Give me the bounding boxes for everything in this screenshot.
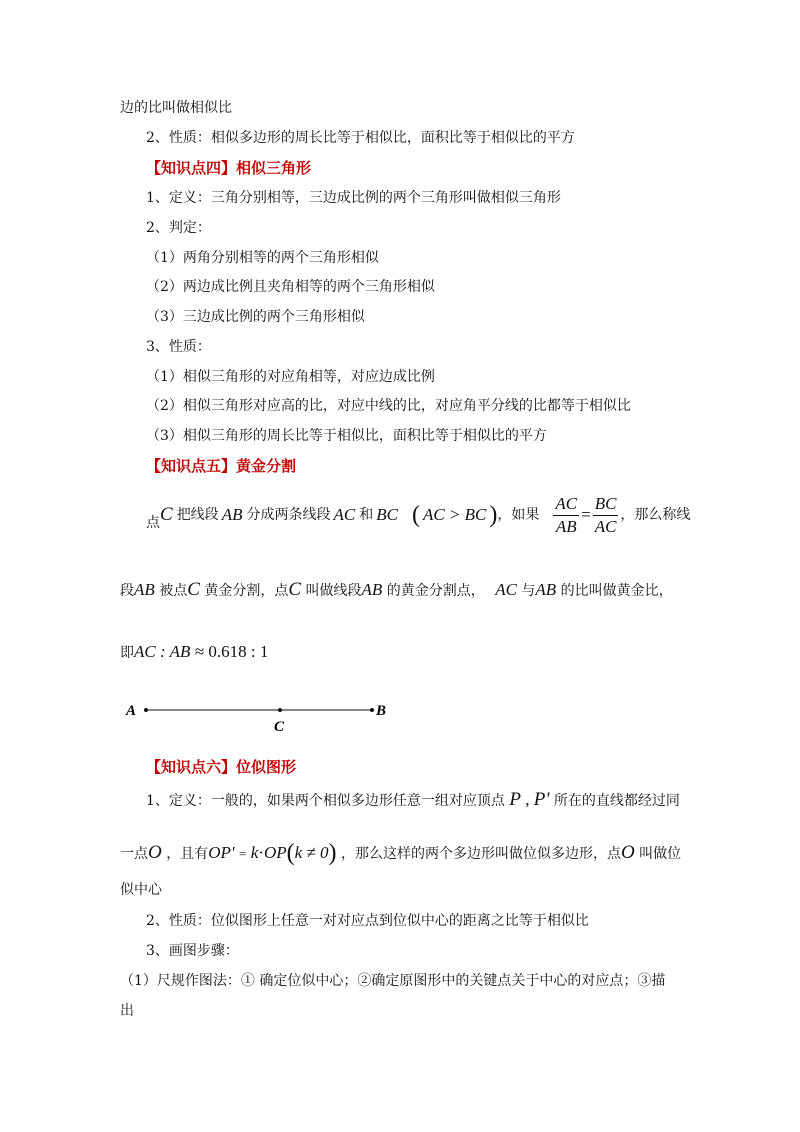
- label-a: A: [126, 703, 137, 719]
- math-AC: AC: [495, 580, 517, 599]
- homothety-condition-line: [120, 840, 682, 866]
- math-k: k: [250, 843, 259, 862]
- list-item: （1）两角分别相等的两个三角形相似: [146, 250, 379, 266]
- golden-ratio-line: [120, 642, 268, 663]
- text: 分成两条线段: [246, 507, 331, 523]
- paren-open: (: [286, 840, 295, 866]
- math-AC: AC: [333, 505, 356, 524]
- text: 段: [120, 583, 134, 599]
- equals-sign: =: [581, 505, 591, 524]
- text: ，且有: [166, 846, 209, 862]
- golden-definition-line: [146, 490, 690, 540]
- math-AB: AB: [535, 580, 557, 599]
- math-BC: BC: [376, 505, 398, 524]
- comma: ,: [520, 790, 534, 809]
- paragraph: 2、判定：: [146, 220, 211, 236]
- paragraph: 3、性质：: [146, 339, 211, 355]
- text: 1、定义：一般的，如果两个相似多边形任意一组对应顶点: [146, 793, 505, 809]
- denominator: AC: [594, 516, 617, 536]
- text: 即: [120, 645, 134, 661]
- fraction-ac-ab: [553, 493, 579, 538]
- text: 一点: [120, 846, 148, 862]
- label-c: C: [274, 719, 285, 735]
- text: 把线段: [176, 507, 219, 523]
- math-P: P: [509, 789, 521, 810]
- point-c: [278, 708, 282, 712]
- math-ratio: AC : AB: [134, 642, 191, 661]
- math-OP-prime: OP': [208, 843, 235, 862]
- list-item: （2）两边成比例且夹角相等的两个三角形相似: [146, 279, 435, 295]
- paragraph: 出: [120, 1003, 134, 1019]
- point-a: [144, 708, 148, 712]
- math-condition: AC > BC: [422, 505, 487, 524]
- math-C: C: [288, 579, 302, 600]
- math-P-prime: P': [533, 789, 550, 810]
- text: ，那么称线: [620, 507, 691, 523]
- section-heading: 【知识点六】位似图形: [146, 758, 297, 776]
- text: 叫做位: [639, 846, 682, 862]
- paren-close: ): [328, 840, 337, 866]
- list-item: （1）尺规作图法：① 确定位似中心；②确定原图形中的关键点关于中心的对应点；③描: [120, 973, 666, 989]
- math-OP: OP: [263, 843, 287, 862]
- label-b: B: [376, 703, 387, 719]
- golden-point-line: [120, 580, 673, 601]
- homothety-definition-line: [146, 790, 680, 811]
- math-condition: k ≠ 0: [294, 843, 329, 862]
- text: ，如果: [497, 507, 540, 523]
- math-C: C: [187, 579, 200, 600]
- paren-open: (: [411, 502, 420, 528]
- list-item: （1）相似三角形的对应角相等，对应边成比例: [146, 369, 435, 385]
- list-item: （3）三边成比例的两个三角形相似: [146, 309, 365, 325]
- section-heading: 【知识点四】相似三角形: [146, 159, 312, 177]
- math-ratio-value: ≈ 0.618 : 1: [194, 642, 269, 661]
- paren-close: ): [489, 502, 498, 528]
- numerator: AC: [553, 493, 579, 516]
- paragraph: 2、性质：相似多边形的周长比等于相似比，面积比等于相似比的平方: [146, 130, 575, 146]
- text: 黄金分割，点: [204, 583, 289, 599]
- text: ，那么这样的两个多边形叫做位似多边形，点: [340, 846, 621, 862]
- list-item: （3）相似三角形的周长比等于相似比，面积比等于相似比的平方: [146, 428, 547, 444]
- paragraph: 似中心: [120, 882, 162, 898]
- math-O: O: [620, 842, 635, 863]
- text: 的黄金分割点，: [386, 583, 485, 599]
- math-O: O: [148, 842, 162, 863]
- equals-sign: =: [238, 846, 247, 861]
- text: 所在的直线都经过同: [553, 793, 680, 809]
- math-AB: AB: [221, 505, 243, 524]
- point-b: [370, 708, 374, 712]
- math-AB: AB: [134, 580, 155, 599]
- denominator: AB: [555, 516, 577, 536]
- text: 被点: [159, 583, 188, 599]
- text: 和: [359, 507, 374, 523]
- text: 与: [521, 583, 536, 599]
- golden-segment-figure: [120, 695, 400, 735]
- list-item: （2）相似三角形对应高的比，对应中线的比，对应角平分线的比都等于相似比: [146, 398, 631, 414]
- paragraph: 2、性质：位似图形上任意一对对应点到位似中心的距离之比等于相似比: [146, 913, 589, 929]
- text: 点: [146, 515, 160, 531]
- math-AB: AB: [361, 580, 383, 599]
- section-heading: 【知识点五】黄金分割: [146, 457, 297, 475]
- paragraph: 1、定义：三角分别相等，三边成比例的两个三角形叫做相似三角形: [146, 190, 561, 206]
- math-dot: ·: [258, 843, 264, 862]
- paragraph: 边的比叫做相似比: [120, 100, 232, 116]
- fraction-bc-ac: [593, 493, 619, 538]
- numerator: BC: [593, 493, 619, 516]
- text: 叫做线段: [305, 583, 362, 599]
- paragraph: 3、画图步骤：: [146, 943, 239, 959]
- text: 的比叫做黄金比，: [560, 583, 673, 599]
- math-C: C: [160, 504, 173, 525]
